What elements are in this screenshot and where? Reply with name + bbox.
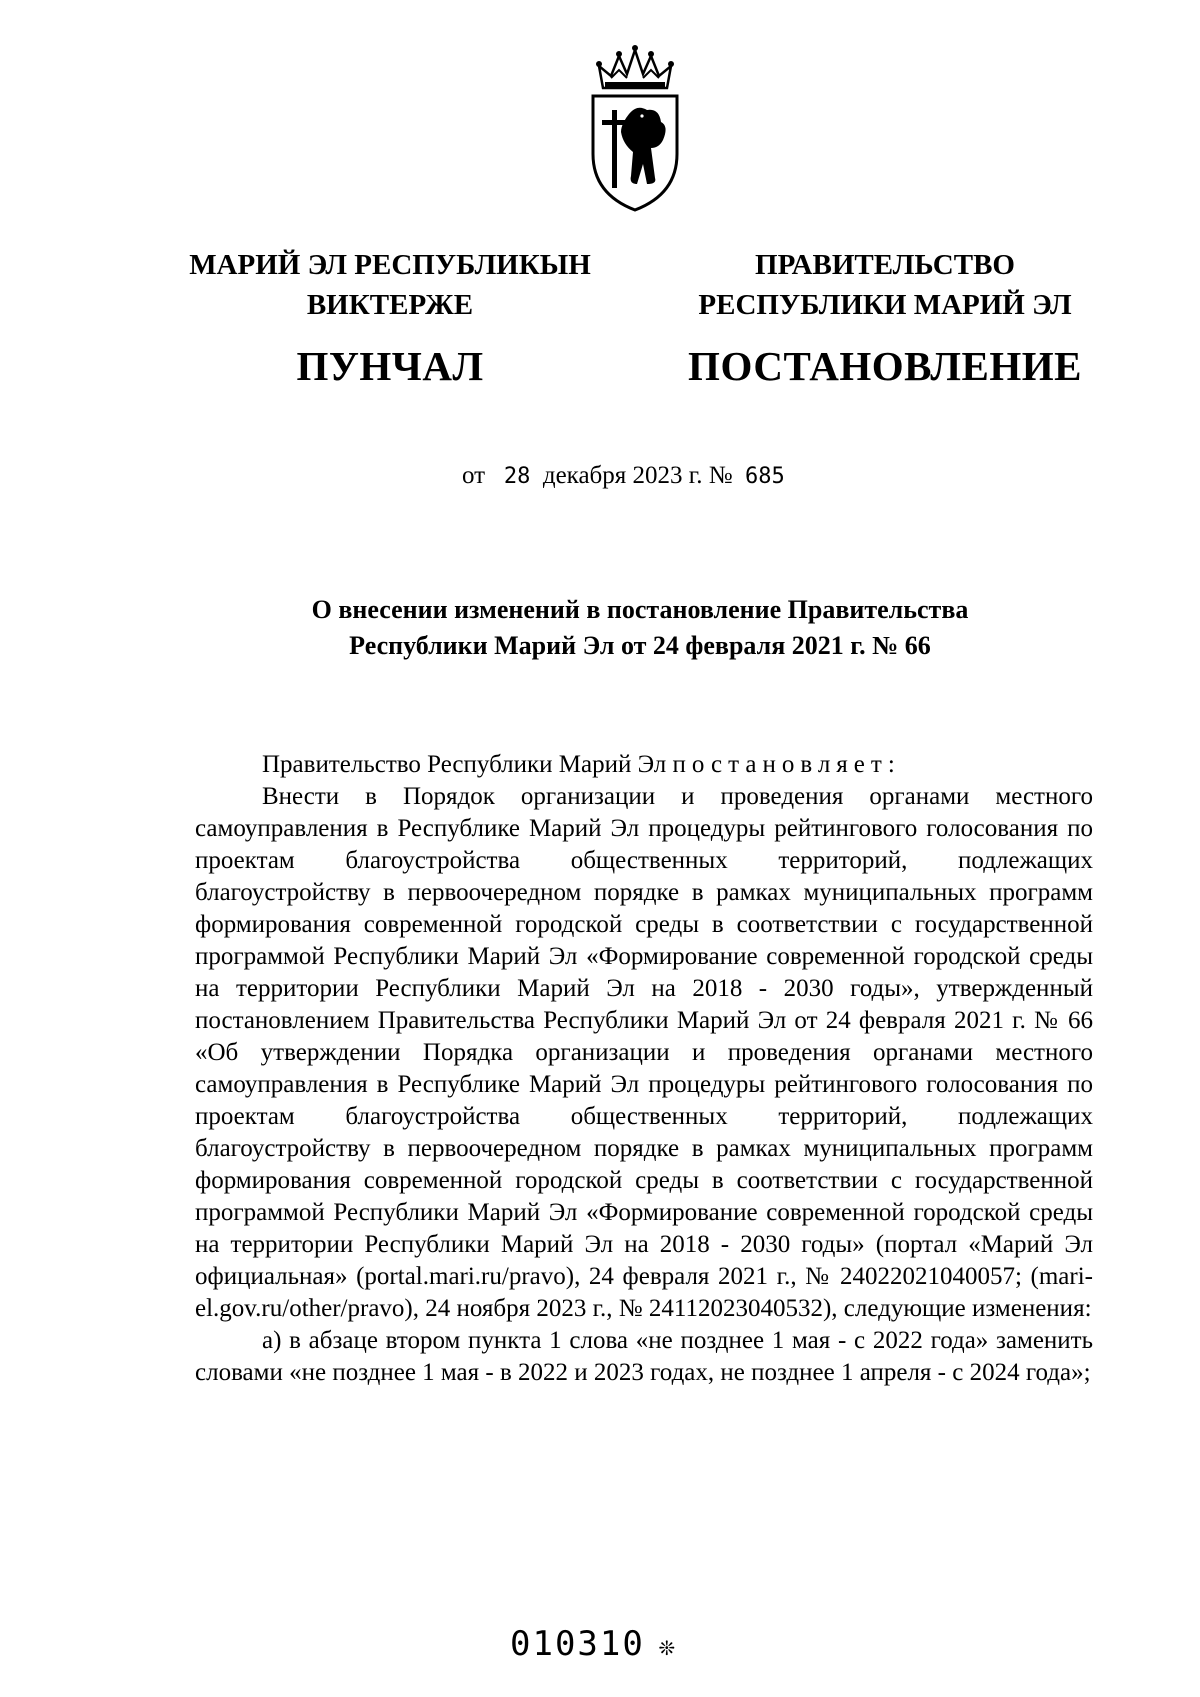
- title-line1: О внесении изменений в постановление Правительства: [311, 595, 969, 624]
- header-right-line1: ПРАВИТЕЛЬСТВО: [755, 249, 1015, 281]
- resolve-line: [195, 749, 1093, 781]
- paragraph-main: Внести в Порядок организации и проведения органами местного самоуправления в Республике Марий Эл процедуры рейтингового голосования по проектам благоустройства общественных территорий, подлежащих благоустройству в первоочередном порядке в рамках муниципальных программ формирования современной городской среды в соответствии с государственной программой Республики Марий Эл «Формирование современной городской среды на территории Республики Марий Эл на 2018 - 2030 годы», утвержденный постановлением Правительства Республики Марий Эл от 24 февраля 2021 г. № 66 «Об утверждении Порядка организации и проведения органами местного самоуправления в Республике Марий Эл процедуры рейтингового голосования по проектам благоустройства общественных территорий, подлежащих благоустройству в первоочередном порядке в рамках муниципальных программ формирования современной городской среды в соответствии с государственной программой Республики Марий Эл «Формирование современной городской среды на территории Республики Марий Эл на 2018 - 2030 годы» (портал «Марий Эл официальная» (portal.mari.ru/pravo), 24 февраля 2021 г., № 24022021040057; (mari-el.gov.ru/other/pravo), 24 ноября 2023 г., № 24112023040532), следующие изменения:: [195, 783, 1093, 1322]
- asterism-icon: ❊: [658, 1632, 677, 1662]
- paragraph-a: а) в абзаце втором пункта 1 слова «не позднее 1 мая - с 2022 года» заменить словами «не позднее 1 мая - в 2022 и 2023 годах, не позднее 1 апреля - с 2024 года»;: [195, 1327, 1093, 1386]
- resolve-prefix: Правительство Республики Марий Эл: [262, 751, 673, 778]
- header-right-doc-type: ПОСТАНОВЛЕНИЕ: [688, 343, 1082, 389]
- document-body: [195, 749, 1093, 1389]
- date-prefix: от: [462, 462, 486, 489]
- document-title: [170, 592, 1110, 664]
- resolve-word: постановляет:: [672, 751, 901, 778]
- serial-value: 010310: [510, 1624, 645, 1664]
- header-left-doc-type: ПУНЧАЛ: [296, 343, 484, 389]
- header-left-line2: ВИКТЕРЖЕ: [306, 289, 474, 321]
- date-day: 28: [503, 464, 531, 489]
- serial-number: [510, 1624, 676, 1664]
- title-line2: Республики Марий Эл от 24 февраля 2021 г. № 66: [349, 631, 931, 660]
- coat-of-arms-icon: [585, 44, 685, 214]
- header-left-line1: МАРИЙ ЭЛ РЕСПУБЛИКЫН: [189, 249, 591, 281]
- date-line: [462, 462, 785, 490]
- header-right-block: [660, 245, 1110, 391]
- date-middle: декабря 2023 г. №: [542, 462, 733, 489]
- header-right-line2: РЕСПУБЛИКИ МАРИЙ ЭЛ: [698, 289, 1072, 321]
- document-number: 685: [745, 464, 785, 489]
- header-left-block: [165, 245, 615, 391]
